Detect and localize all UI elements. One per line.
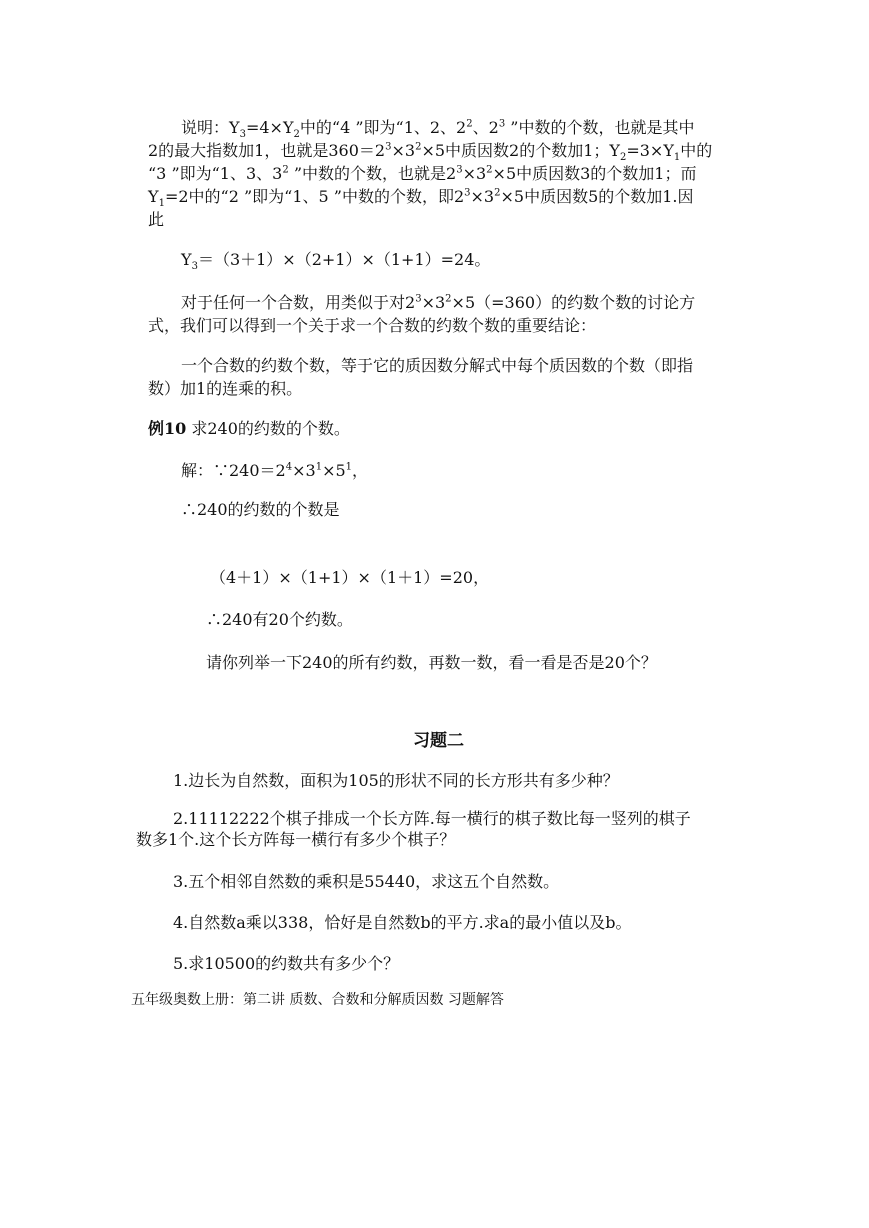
superscript: 1 [315, 461, 323, 473]
superscript: 3 [498, 118, 506, 130]
subscript: 1 [673, 152, 681, 164]
text: 解：∵240＝2 [181, 461, 286, 480]
explanation-line-1 [181, 118, 695, 141]
explanation-line-2 [148, 141, 713, 164]
text: ×3 [292, 461, 316, 480]
example-label: 例10 [148, 419, 187, 438]
superscript: 2 [494, 187, 501, 199]
subscript: 3 [239, 129, 246, 141]
subscript: 2 [293, 129, 300, 141]
text: ， [352, 461, 369, 480]
text: ×3 [391, 141, 416, 160]
superscript: 3 [385, 141, 392, 153]
paragraph2-line-1 [181, 293, 695, 313]
text: “3 ”即为“1、3、3 [148, 164, 283, 183]
text: 、2 [472, 118, 499, 137]
example10-prompt: 请你列举一下240的所有约数，再数一数，看一看是否是20个？ [206, 653, 657, 672]
superscript: 1 [345, 461, 353, 473]
exercise-2-line-2: 数多1个.这个长方阵每一横行有多少个棋子？ [136, 830, 456, 849]
subscript: 2 [619, 152, 627, 164]
superscript: 2 [282, 164, 289, 176]
superscript: 3 [456, 164, 463, 176]
text: 中的 [680, 141, 713, 160]
text: ×5中质因数5的个数加1.因 [500, 187, 694, 206]
superscript: 2 [415, 141, 422, 153]
text: 说明：Y [181, 118, 240, 137]
text: ×5中质因数3的个数加1；而 [492, 164, 697, 183]
explanation-line-3 [148, 164, 696, 184]
paragraph2-line-2: 式，我们可以得到一个关于求一个合数的约数个数的重要结论： [148, 316, 597, 335]
text: ×5中质因数2的个数加1；Y [421, 141, 620, 160]
conclusion-line-2: 数）加1的连乘的积。 [148, 379, 303, 398]
superscript: 3 [464, 187, 471, 199]
superscript: 2 [486, 164, 493, 176]
example10-therefore-2: ∴240有20个约数。 [206, 610, 353, 629]
superscript: 4 [285, 461, 293, 473]
superscript: 2 [466, 118, 473, 130]
text: ×3 [470, 187, 495, 206]
example-question: 求240的约数的个数。 [186, 419, 350, 438]
example10-product: （4＋1）×（1+1）×（1＋1）=20， [210, 568, 490, 587]
text: ”中数的个数，也就是2 [288, 164, 457, 183]
text: 2的最大指数加1，也就是360＝2 [148, 141, 386, 160]
text: ×3 [421, 293, 446, 312]
text: ×5（=360）的约数个数的讨论方 [451, 293, 696, 312]
explanation-line-5: 此 [148, 210, 165, 229]
text: =4×Y [245, 118, 294, 137]
text: =2中的“2 ”即为“1、5 ”中数的个数，即2 [164, 187, 465, 206]
conclusion-line-1: 一个合数的约数个数，等于它的质因数分解式中每个质因数的个数（即指 [181, 356, 694, 375]
superscript: 2 [445, 293, 452, 305]
exercise-2-line-1: 2.11112222个棋子排成一个长方阵.每一横行的棋子数比每一竖列的棋子 [173, 809, 691, 828]
exercise-1: 1.边长为自然数，面积为105的形状不同的长方形共有多少种？ [173, 771, 619, 790]
footer-caption: 五年级奥数上册：第二讲 质数、合数和分解质因数 习题解答 [131, 992, 504, 1008]
superscript: 3 [415, 293, 422, 305]
text: Y [181, 250, 192, 269]
text: =3×Y [626, 141, 674, 160]
text: ＝（3＋1）×（2+1）×（1+1）=24。 [197, 250, 491, 269]
example10-solution [181, 461, 368, 481]
exercise-3: 3.五个相邻自然数的乘积是55440，求这五个自然数。 [173, 872, 560, 891]
exercise-5: 5.求10500的约数共有多少个？ [173, 954, 400, 973]
text: 中的“4 ”即为“1、2、2 [299, 118, 467, 137]
text: Y [148, 187, 159, 206]
example10-therefore-1: ∴240的约数的个数是 [181, 500, 340, 519]
explanation-line-4 [148, 187, 694, 210]
example10-heading [148, 419, 350, 439]
text: 对于任何一个合数，用类似于对2 [181, 293, 416, 312]
text: ×5 [322, 461, 346, 480]
text: ”中数的个数，也就是其中 [505, 118, 695, 137]
text: ×3 [462, 164, 487, 183]
exercise-4: 4.自然数a乘以338，恰好是自然数b的平方.求a的最小值以及b。 [173, 913, 632, 932]
subscript: 3 [191, 261, 198, 273]
formula-y3 [181, 250, 491, 273]
exercises-title: 习题二 [413, 731, 464, 751]
subscript: 1 [158, 198, 165, 210]
